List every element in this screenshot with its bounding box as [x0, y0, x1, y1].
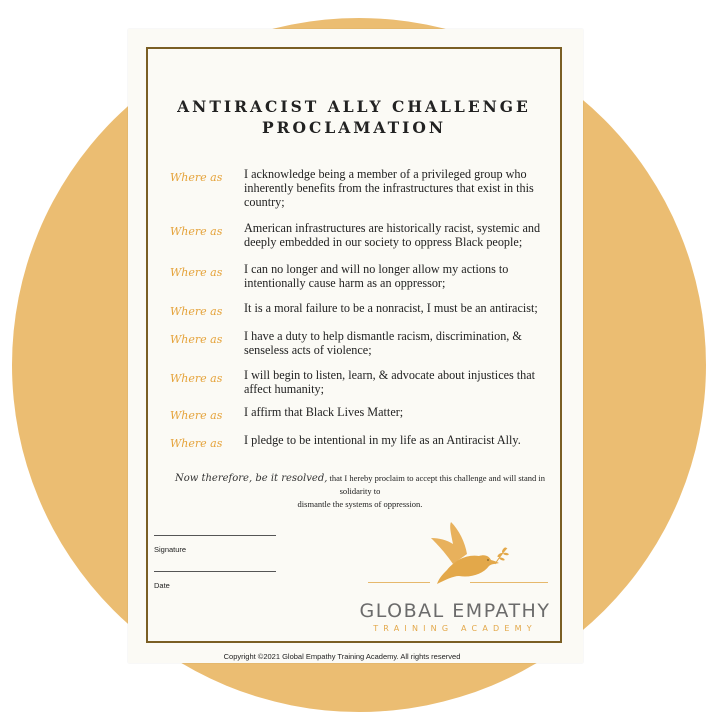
clause-text: I have a duty to help dismantle racism, discrimination, & senseless acts of violence; [244, 329, 522, 357]
clause-5 [170, 329, 550, 357]
whereas-label: Where as [170, 225, 223, 238]
resolution-lead: Now therefore, be it resolved, [174, 473, 328, 484]
date-label: Date [154, 581, 170, 590]
clause-text: I will begin to listen, learn, & advocate about injustices that affect humanity; [244, 368, 536, 396]
copyright-notice: Copyright ©2021 Global Empathy Training Academy. All rights reserved [223, 652, 461, 661]
clause-text: It is a moral failure to be a nonracist, I must be an antiracist; [244, 301, 538, 315]
signature-line [154, 535, 276, 536]
logo-subtitle: TRAINING ACADEMY [373, 624, 537, 633]
clause-text: I pledge to be intentional in my life as an Antiracist Ally. [244, 433, 521, 447]
clause-text: I acknowledge being a member of a privileged group who inherently benefits from the infrastructures that exist in this country; [244, 167, 534, 209]
clause-text: I affirm that Black Lives Matter; [244, 405, 404, 419]
clause-2 [170, 221, 550, 249]
whereas-label: Where as [170, 409, 223, 422]
clause-4 [170, 301, 550, 318]
whereas-label: Where as [170, 333, 223, 346]
logo-wordmark: GLOBAL EMPATHY [359, 600, 551, 622]
clause-6 [170, 368, 550, 396]
resolution-statement [160, 472, 560, 511]
resolution-text-2: dismantle the systems of oppression. [297, 499, 423, 509]
whereas-label: Where as [170, 266, 223, 279]
whereas-label: Where as [170, 372, 223, 385]
whereas-label: Where as [170, 171, 223, 184]
title-line-1: ANTIRACIST ALLY CHALLENGE [177, 97, 531, 116]
signature-label: Signature [154, 545, 187, 554]
clause-8 [170, 433, 550, 450]
title-line-2: PROCLAMATION [261, 118, 447, 137]
clause-3 [170, 262, 550, 290]
whereas-label: Where as [170, 437, 223, 450]
clause-text: American infrastructures are historically racist, systemic and deeply embedded in our society to oppress Black people; [244, 221, 541, 249]
resolution-text-1: that I hereby proclaim to accept this challenge and will stand in solidarity to [327, 473, 546, 496]
dove-with-olive-branch-icon [425, 520, 510, 586]
clause-text: I can no longer and will no longer allow my actions to intentionally cause harm as an oppressor; [244, 262, 509, 290]
document-title [146, 96, 562, 138]
whereas-label: Where as [170, 305, 223, 318]
logo-rule-left [368, 582, 430, 583]
clause-7 [170, 405, 550, 422]
clause-1 [170, 167, 550, 209]
date-line [154, 571, 276, 572]
